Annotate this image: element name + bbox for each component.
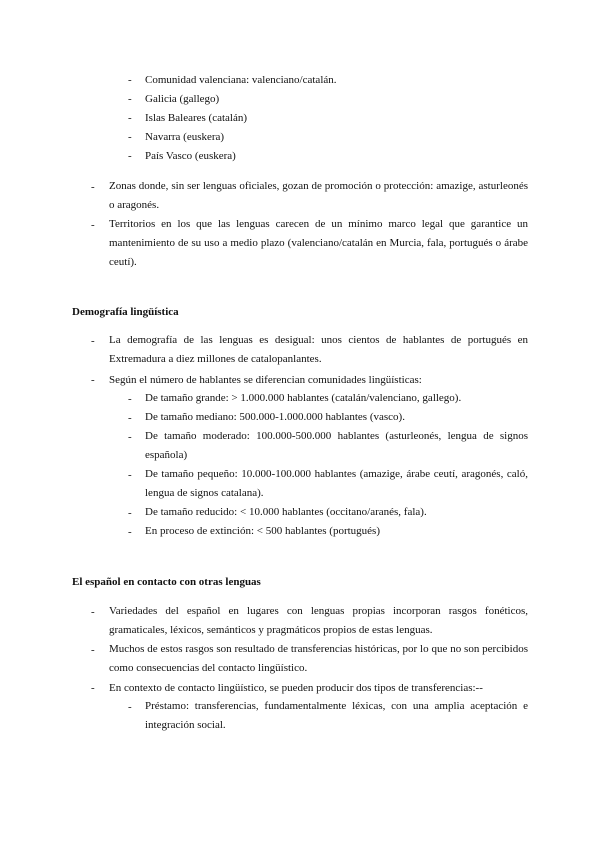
sublist-item-extincion: En proceso de extinción: < 500 hablantes (portugués) xyxy=(145,525,381,537)
heading-contacto: El español en contacto con otras lenguas xyxy=(72,576,261,588)
sublist-item-navarra: Navarra (euskera) xyxy=(145,131,225,143)
list-item-muchos-rasgos: Muchos de estos rasgos son resultado de transferencias históricas, por lo que no son percibidos como consecuencias del contacto lingüístico. xyxy=(109,643,528,674)
sublist-item-prestamo: Préstamo: transferencias, fundamentalmente léxicas, con una amplia aceptación e integración social. xyxy=(145,700,528,731)
list-item-territorios: Territorios en los que las lenguas carecen de un mínimo marco legal que garantice un mantenimiento de su uso a medio plazo (valenciano/catalán en Murcia, fala, portugués o árabe ceutí). xyxy=(109,218,528,268)
heading-demografia: Demografía lingüística xyxy=(72,306,179,318)
list-item-contexto-contacto: En contexto de contacto lingüístico, se pueden producir dos tipos de transferencias:-- xyxy=(109,682,483,694)
sublist-dash: - xyxy=(128,701,132,713)
list-dash: - xyxy=(91,644,95,656)
sublist-item-baleares: Islas Baleares (catalán) xyxy=(145,112,247,124)
sublist-dash: - xyxy=(128,526,132,538)
sublist-dash: - xyxy=(128,131,132,143)
list-item-zonas-promocion: Zonas donde, sin ser lenguas oficiales, gozan de promoción o protección: amazige, asturleonés o aragonés. xyxy=(109,180,528,211)
list-dash: - xyxy=(91,335,95,347)
sublist-dash: - xyxy=(128,431,132,443)
sublist-dash: - xyxy=(128,507,132,519)
list-dash: - xyxy=(91,181,95,193)
list-dash: - xyxy=(91,682,95,694)
sublist-item-pais-vasco: País Vasco (euskera) xyxy=(145,150,236,162)
sublist-item-comunidad-valenciana: Comunidad valenciana: valenciano/catalán. xyxy=(145,74,337,86)
sublist-dash: - xyxy=(128,74,132,86)
sublist-item-tamano-mediano: De tamaño mediano: 500.000-1.000.000 hablantes (vasco). xyxy=(145,411,405,423)
sublist-item-tamano-pequeno: De tamaño pequeño: 10.000-100.000 hablantes (amazige, árabe ceutí, aragonés, caló, lengua de signos catalana). xyxy=(145,468,528,499)
list-dash: - xyxy=(91,219,95,231)
sublist-dash: - xyxy=(128,393,132,405)
list-item-variedades: Variedades del español en lugares con lenguas propias incorporan rasgos fonéticos, gramaticales, léxicos, semánticos y pragmáticos propios de estas lenguas. xyxy=(109,605,528,636)
list-dash: - xyxy=(91,606,95,618)
sublist-dash: - xyxy=(128,93,132,105)
list-item-numero-hablantes: Según el número de hablantes se diferencian comunidades lingüísticas: xyxy=(109,374,422,386)
list-dash: - xyxy=(91,374,95,386)
sublist-dash: - xyxy=(128,412,132,424)
sublist-item-tamano-reducido: De tamaño reducido: < 10.000 hablantes (occitano/aranés, fala). xyxy=(145,506,427,518)
sublist-dash: - xyxy=(128,150,132,162)
list-item-demografia-desigual: La demografía de las lenguas es desigual: unos cientos de hablantes de portugués en Extremadura a diez millones de catalopanlantes. xyxy=(109,334,528,365)
sublist-item-tamano-moderado: De tamaño moderado: 100.000-500.000 hablantes (asturleonés, lengua de signos española) xyxy=(145,430,528,461)
sublist-item-galicia: Galicia (gallego) xyxy=(145,93,220,105)
sublist-item-tamano-grande: De tamaño grande: > 1.000.000 hablantes (catalán/valenciano, gallego). xyxy=(145,392,462,404)
sublist-dash: - xyxy=(128,469,132,481)
sublist-dash: - xyxy=(128,112,132,124)
